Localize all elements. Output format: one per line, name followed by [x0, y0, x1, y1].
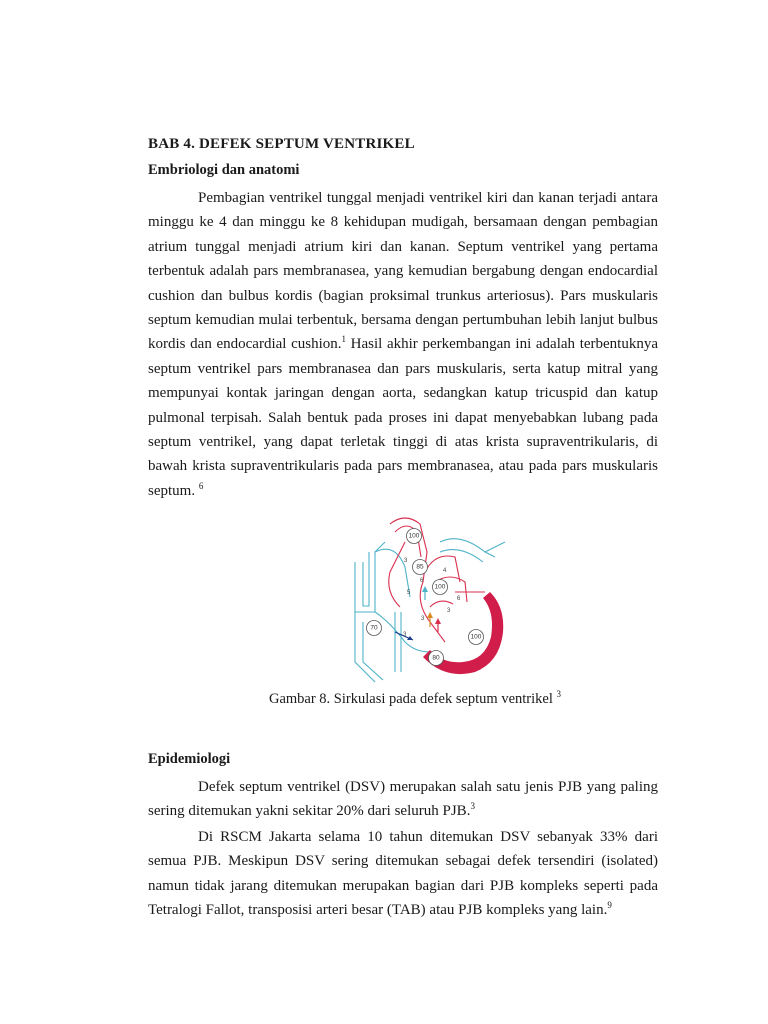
footnote-ref: 6 [198, 480, 204, 491]
paragraph-text-b: Hasil akhir perkembangan ini adalah terbentuknya septum ventrikel pars membranasea dan pars muskularis, serta katup mitral yang mempunyai kontak jaringan dengan aorta, sedangkan katup tricuspid dan katup pulmonal terpisah. Salah bentuk pada proses ini dapat menyebabkan lubang pada septum ventrikel, yang dapat terletak tinggi di atas krista supraventrikularis, di bawah krista supraventrikularis pada pars membranasea, atau pada pars muskularis septum. [148, 336, 658, 499]
chapter-heading: BAB 4. DEFEK SEPTUM VENTRIKEL [148, 136, 415, 152]
paragraph-text: Defek septum ventrikel (DSV) merupakan salah satu jenis PJB yang paling sering ditemukan yakni sekitar 20% dari seluruh PJB. [148, 779, 658, 820]
heart-diagram-svg [335, 512, 515, 688]
saturation-marker [433, 580, 448, 595]
marker-value: 100 [408, 532, 420, 540]
pressure-label: 3 [404, 558, 408, 564]
section-title-epidemiologi: Epidemiologi [148, 751, 231, 767]
pressure-label: 5 [407, 590, 411, 596]
footnote-ref: 3 [470, 801, 475, 812]
flow-arrows [395, 586, 441, 640]
marker-value: 70 [370, 624, 378, 632]
footnote-ref: 3 [556, 689, 561, 699]
paragraph-epidemiologi-2 [148, 825, 658, 923]
pressure-label: 3 [421, 616, 425, 622]
saturation-marker [413, 560, 428, 575]
saturation-marker [407, 529, 422, 544]
pressure-label: 3 [403, 632, 407, 638]
saturation-marker [367, 621, 382, 636]
marker-value: 100 [470, 633, 482, 641]
saturation-marker [469, 630, 484, 645]
figure-caption [0, 691, 768, 708]
paragraph-text-a: Pembagian ventrikel tunggal menjadi ventrikel kiri dan kanan terjadi antara minggu ke 4 dan minggu ke 8 kehidupan mudigah, bersamaan dengan pembagian atrium tunggal menjadi atrium kiri dan kanan. Septum ventrikel yang pertama terbentuk adalah pars membranasea, yang kemudian bergabung dengan endocardial cushion dan bulbus kordis (bagian proksimal trunkus arteriosus). Pars muskularis septum kemudian mulai terbentuk, bersama dengan pertumbuhan lebih lanjut bulbus kordis dan endocardial cushion. [148, 190, 658, 353]
caption-text: Gambar 8. Sirkulasi pada defek septum ventrikel [268, 691, 557, 707]
paragraph-epidemiologi-1 [148, 775, 658, 824]
pressure-label: 4 [443, 568, 447, 574]
marker-value: 80 [432, 654, 440, 662]
paragraph-text: Di RSCM Jakarta selama 10 tahun ditemukan DSV sebanyak 33% dari semua PJB. Meskipun DSV sering ditemukan sebagai defek tersendiri (isolated) namun tidak jarang ditemukan merupakan bagian dari PJB kompleks seperti pada Tetralogi Fallot, transposisi arteri besar (TAB) atau PJB kompleks yang lain. [148, 829, 658, 919]
pressure-labels [403, 558, 461, 638]
pressure-label: 6 [420, 578, 424, 584]
marker-value: 100 [434, 583, 446, 591]
footnote-ref: 9 [607, 900, 612, 911]
footnote-ref: 1 [341, 334, 346, 345]
section-title-embriologi: Embriologi dan anatomi [148, 162, 300, 178]
saturation-marker [429, 651, 444, 666]
pressure-label: 6 [457, 596, 461, 602]
heart-circulation-diagram [335, 512, 515, 688]
pressure-label: 3 [447, 608, 451, 614]
paragraph-embriologi [148, 186, 658, 503]
marker-value: 85 [416, 563, 424, 571]
